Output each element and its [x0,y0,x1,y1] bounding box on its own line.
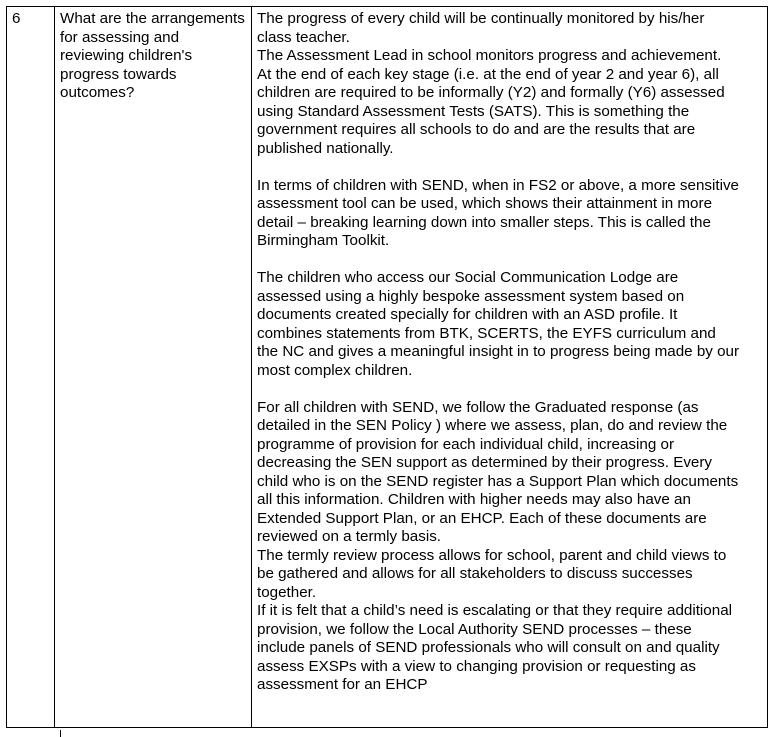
row-number-cell [7,7,55,728]
table-row [7,7,768,728]
answer-paragraph-3: The children who access our Social Communication Lodge are assessed using a highly bespoke assessment system based on documents created specially for children with an ASD profile. It combines statements from BTK, SCERTS, the EYFS curriculum and the NC and gives a meaningful insight in to progress being made by our most complex children. [257,269,740,379]
row-number: 6 [12,10,21,27]
text-cursor-mark [60,730,61,737]
answer-paragraph-2: In terms of children with SEND, when in FS2 or above, a more sensitive assessment tool can be used, which shows their attainment in more detail – breaking learning down into smaller steps. This is called the Birmingham Toolkit. [257,176,739,249]
send-info-table [6,6,768,728]
answer-paragraph-1: The progress of every child will be continually monitored by his/her class teacher. The Assessment Lead in school monitors progress and achievement. At the end of each key stage (i.e. at the end of year 2 and year 6), all children are required to be informally (Y2) and formally (Y6) assessed using Standard Assessment Tests (SATS). This is something the government requires all schools to do and are the results that are published nationally. [257,10,725,157]
answer-paragraph-4: For all children with SEND, we follow the Graduated response (as detailed in the SEN Policy ) where we assess, plan, do and review the programme of provision for each individual child, increasing or decreasing the SEN support as determined by their progress. Every child who is on the SEND register has a Support Plan which documents all this information. Children with higher needs may also have an Extended Support Plan, or an EHCP. Each of these documents are reviewed on a termly basis. The termly review process allows for school, parent and child views to be gathered and allows for all stakeholders to discuss successes together. If it is felt that a child’s need is escalating or that they require additional provision, we follow the Local Authority SEND processes – these include panels of SEND professionals who will consult on and quality assess EXSPs with a view to changing provision or requesting as assessment for an EHCP [257,398,739,693]
answer-cell [252,7,768,728]
question-text: What are the arrangements for assessing and reviewing children's progress towards outcomes? [60,10,245,101]
question-cell [55,7,252,728]
